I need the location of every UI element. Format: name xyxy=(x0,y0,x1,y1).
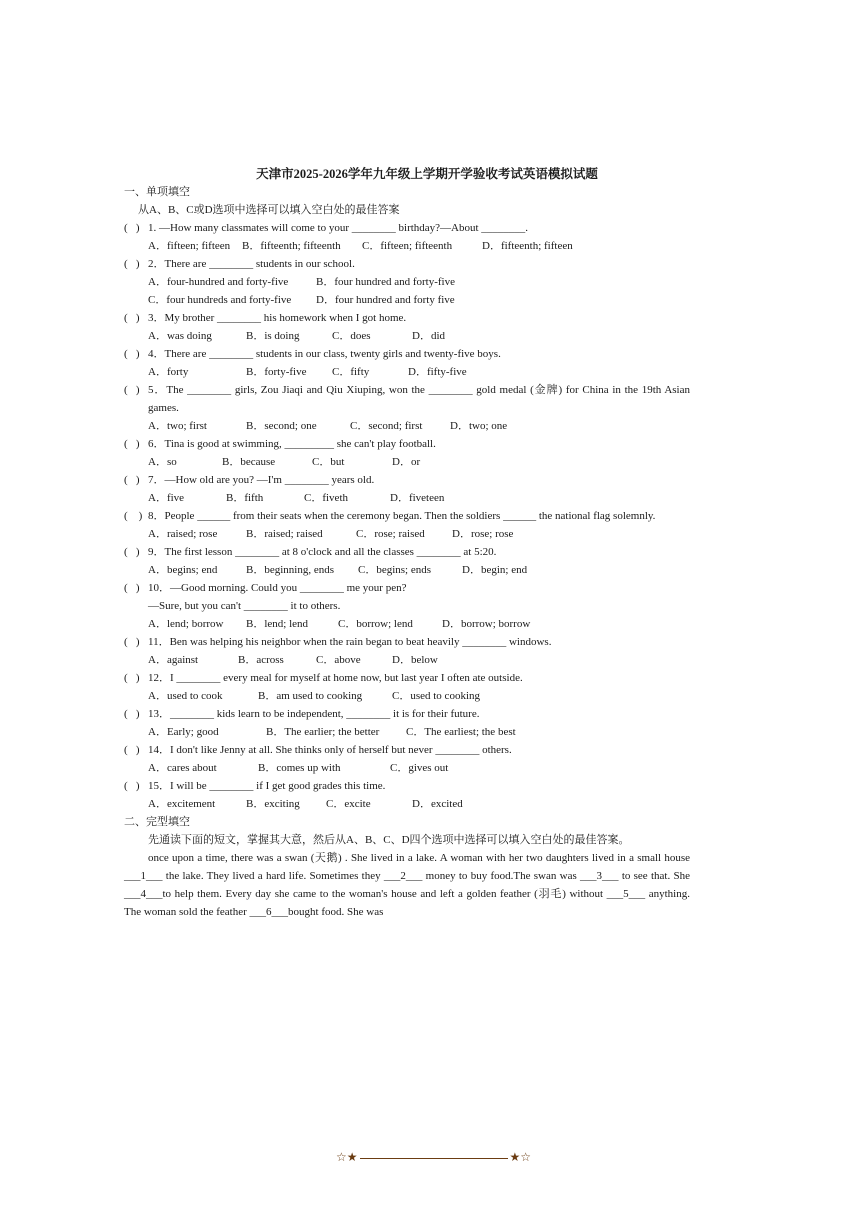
option-D[interactable]: D．begin; end xyxy=(462,564,528,576)
option-row xyxy=(124,795,690,813)
document-page xyxy=(124,165,690,921)
option-C[interactable]: C．four hundreds and forty-five xyxy=(148,294,292,306)
footer-stars-right: ★☆ xyxy=(509,1150,532,1164)
option-A[interactable]: A．four-hundred and forty-five xyxy=(148,276,289,288)
option-A[interactable]: A．against xyxy=(148,654,199,666)
option-D[interactable]: D．borrow; borrow xyxy=(442,618,531,630)
question-stem: 13．________ kids learn to be independent, ________ it is for their future. xyxy=(148,708,480,720)
option-B[interactable]: B．beginning, ends xyxy=(246,564,334,576)
question-stem: 7．—How old are you? —I'm ________ years old. xyxy=(148,474,375,486)
question-stem: 11．Ben was helping his neighbor when the rain began to beat heavily ________ windows. xyxy=(148,636,552,648)
question-10 xyxy=(124,579,690,597)
question-15 xyxy=(124,777,690,795)
answer-bracket[interactable]: ( ) xyxy=(124,312,140,324)
question-stem: 9．The first lesson ________ at 8 o'clock and all the classes ________ at 5:20. xyxy=(148,546,497,558)
document-title: 天津市2025-2026学年九年级上学期开学验收考试英语模拟试题 xyxy=(256,167,598,181)
option-B[interactable]: B．The earlier; the better xyxy=(266,726,380,738)
footer-divider xyxy=(360,1158,508,1159)
option-row xyxy=(124,651,690,669)
option-D[interactable]: D．below xyxy=(392,654,438,666)
option-B[interactable]: B．because xyxy=(222,456,276,468)
option-C[interactable]: C．rose; raised xyxy=(356,528,425,540)
option-B[interactable]: B．four hundred and forty-five xyxy=(316,276,455,288)
option-C[interactable]: C．borrow; lend xyxy=(338,618,413,630)
answer-bracket[interactable]: ( ) xyxy=(124,510,143,522)
option-D[interactable]: D．excited xyxy=(412,798,463,810)
question-stem: 10．—Good morning. Could you ________ me your pen? xyxy=(148,582,407,594)
option-row xyxy=(124,759,690,777)
question-stem: 15．I will be ________ if I get good grades this time. xyxy=(148,780,386,792)
option-D[interactable]: D．four hundred and forty five xyxy=(316,294,455,306)
option-row xyxy=(124,453,690,471)
question-7 xyxy=(124,471,690,489)
question-4 xyxy=(124,345,690,363)
cloze-passage: once upon a time, there was a swan (天鹅) . She lived in a lake. A woman with her two daughters lived in a small house ___1___ the lake. They lived a hard life. Sometimes they ___2___ money to buy food.The swan was ___3___ to see that. She ___4___to help them. Every day she came to the woman's house and left a golden feather (羽毛) without ___5___ anything. The woman sold the feather ___6___bought food. She was xyxy=(124,852,690,918)
question-stem: 8．People ______ from their seats when the ceremony began. Then the soldiers ______ the national flag solemnly. xyxy=(148,510,656,522)
option-D[interactable]: D．rose; rose xyxy=(452,528,514,540)
option-A[interactable]: A．lend; borrow xyxy=(148,618,224,630)
option-row xyxy=(124,417,690,435)
option-D[interactable]: D．did xyxy=(412,330,445,342)
answer-bracket[interactable]: ( ) xyxy=(124,582,140,594)
option-C[interactable]: C．fiveth xyxy=(304,492,348,504)
option-C[interactable]: C．excite xyxy=(326,798,371,810)
option-row xyxy=(124,237,690,255)
footer-stars-left: ☆★ xyxy=(335,1150,358,1164)
option-B[interactable]: B．fifth xyxy=(226,492,264,504)
section2-heading: 二、完型填空 xyxy=(124,816,190,828)
option-D[interactable]: D．fifteenth; fifteen xyxy=(482,240,573,252)
question-list xyxy=(124,219,690,813)
option-row xyxy=(124,561,690,579)
option-A[interactable]: A．two; first xyxy=(148,420,207,432)
question-1 xyxy=(124,219,690,237)
option-C[interactable]: C．does xyxy=(332,330,371,342)
section1-heading: 一、单项填空 xyxy=(124,186,190,198)
option-D[interactable]: D．fifty-five xyxy=(408,366,467,378)
option-B[interactable]: B．am used to cooking xyxy=(258,690,363,702)
answer-bracket[interactable]: ( ) xyxy=(124,546,140,558)
option-A[interactable]: A．begins; end xyxy=(148,564,218,576)
question-stem: 2．There are ________ students in our school. xyxy=(148,258,355,270)
answer-bracket[interactable]: ( ) xyxy=(124,438,140,450)
option-row xyxy=(124,489,690,507)
question-stem: 6．Tina is good at swimming, _________ she can't play football. xyxy=(148,438,436,450)
option-C[interactable]: C．but xyxy=(312,456,345,468)
question-3 xyxy=(124,309,690,327)
option-C[interactable]: C．used to cooking xyxy=(392,690,480,702)
option-B[interactable]: B．is doing xyxy=(246,330,300,342)
option-row xyxy=(124,291,690,309)
section2-instruction: 先通读下面的短文，掌握其大意，然后从A、B、C、D四个选项中选择可以填入空白处的最佳答案。 xyxy=(148,834,630,846)
option-A[interactable]: A．Early; good xyxy=(148,726,219,738)
option-A[interactable]: A．forty xyxy=(148,366,189,378)
option-D[interactable]: D．fiveteen xyxy=(390,492,445,504)
question-stem: 3．My brother ________ his homework when I got home. xyxy=(148,312,407,324)
option-A[interactable]: A．so xyxy=(148,456,177,468)
option-C[interactable]: C．begins; ends xyxy=(358,564,432,576)
answer-bracket[interactable]: ( ) xyxy=(124,348,140,360)
option-D[interactable]: D．two; one xyxy=(450,420,508,432)
option-row xyxy=(124,327,690,345)
option-D[interactable]: D．or xyxy=(392,456,421,468)
question-stem: 1. —How many classmates will come to your ________ birthday?—About ________. xyxy=(148,222,529,234)
question-14 xyxy=(124,741,690,759)
option-B[interactable]: B．raised; raised xyxy=(246,528,323,540)
question-6 xyxy=(124,435,690,453)
option-A[interactable]: A．raised; rose xyxy=(148,528,218,540)
answer-bracket[interactable]: ( ) xyxy=(124,384,140,396)
answer-bracket[interactable]: ( ) xyxy=(124,744,140,756)
option-row xyxy=(124,363,690,381)
question-continuation: —Sure, but you can't ________ it to others. xyxy=(148,600,341,612)
option-C[interactable]: C．second; first xyxy=(350,420,423,432)
option-B[interactable]: B．exciting xyxy=(246,798,300,810)
question-stem: 5．The ________ girls, Zou Jiaqi and Qiu Xiuping, won the ________ gold medal (金牌) for China in the 19th Asian games. xyxy=(148,384,690,414)
answer-bracket[interactable]: ( ) xyxy=(124,258,140,270)
answer-bracket[interactable]: ( ) xyxy=(124,474,140,486)
option-C[interactable]: C．above xyxy=(316,654,361,666)
option-row xyxy=(124,525,690,543)
question-2 xyxy=(124,255,690,273)
option-A[interactable]: A．fifteen; fifteen xyxy=(148,240,231,252)
option-A[interactable]: A．excitement xyxy=(148,798,216,810)
option-B[interactable]: B．lend; lend xyxy=(246,618,309,630)
question-11 xyxy=(124,633,690,651)
question-9 xyxy=(124,543,690,561)
option-C[interactable]: C．fifteen; fifteenth xyxy=(362,240,453,252)
option-B[interactable]: B．across xyxy=(238,654,284,666)
answer-bracket[interactable]: ( ) xyxy=(124,222,140,234)
option-B[interactable]: B．fifteenth; fifteenth xyxy=(242,240,341,252)
answer-bracket[interactable]: ( ) xyxy=(124,636,140,648)
option-A[interactable]: A．cares about xyxy=(148,762,217,774)
answer-bracket[interactable]: ( ) xyxy=(124,780,140,792)
option-A[interactable]: A．was doing xyxy=(148,330,212,342)
question-12 xyxy=(124,669,690,687)
option-A[interactable]: A．five xyxy=(148,492,185,504)
option-A[interactable]: A．used to cook xyxy=(148,690,223,702)
question-stem: 12．I ________ every meal for myself at home now, but last year I often ate outside. xyxy=(148,672,523,684)
question-stem: 4．There are ________ students in our class, twenty girls and twenty-five boys. xyxy=(148,348,501,360)
option-row xyxy=(124,687,690,705)
question-5 xyxy=(124,381,690,417)
page-footer xyxy=(0,1150,867,1165)
question-stem: 14．I don't like Jenny at all. She thinks only of herself but never ________ others. xyxy=(148,744,512,756)
question-13 xyxy=(124,705,690,723)
question-8 xyxy=(124,507,690,525)
option-B[interactable]: B．comes up with xyxy=(258,762,341,774)
section1-instruction: 从A、B、C或D选项中选择可以填入空白处的最佳答案 xyxy=(138,204,400,216)
option-B[interactable]: B．forty-five xyxy=(246,366,307,378)
option-C[interactable]: C．The earliest; the best xyxy=(406,726,516,738)
option-row xyxy=(124,273,690,291)
answer-bracket[interactable]: ( ) xyxy=(124,672,140,684)
option-row xyxy=(124,723,690,741)
option-B[interactable]: B．second; one xyxy=(246,420,317,432)
option-C[interactable]: C．gives out xyxy=(390,762,449,774)
option-C[interactable]: C．fifty xyxy=(332,366,370,378)
answer-bracket[interactable]: ( ) xyxy=(124,708,140,720)
option-row xyxy=(124,615,690,633)
